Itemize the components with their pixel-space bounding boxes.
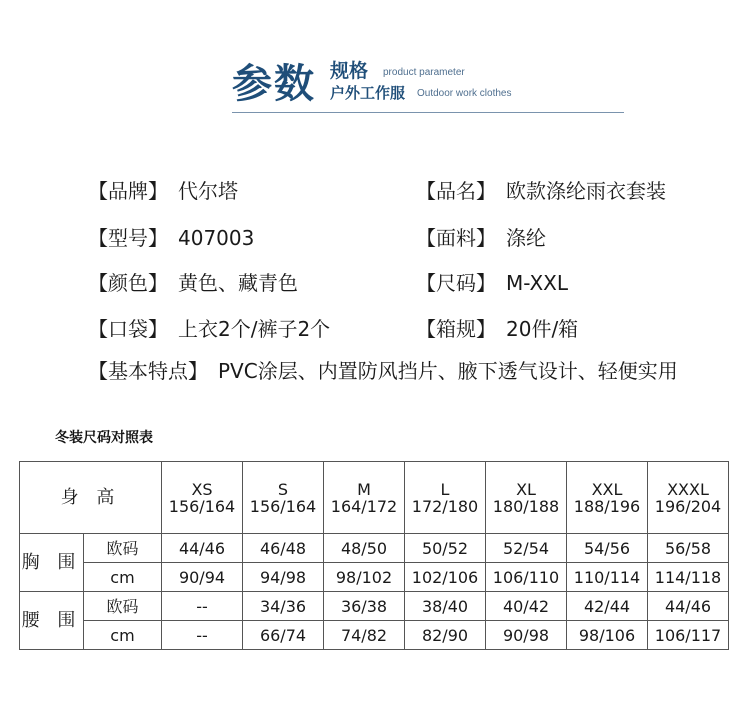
table-cell: 106/110 (486, 563, 567, 592)
height-range: 156/164 (249, 496, 317, 516)
height-range: 164/172 (330, 496, 398, 516)
table-cell: 56/58 (648, 534, 729, 563)
spec-value: PVC涂层、内置防风挡片、腋下透气设计、轻便实用 (218, 359, 678, 383)
size-label: XXXL (667, 479, 709, 499)
spec-carton (416, 313, 578, 342)
spec-brand (88, 175, 238, 204)
spec-label: 【箱规】 (416, 317, 496, 341)
header-category: 户外工作服 (330, 84, 406, 102)
size-header-row (20, 462, 729, 534)
size-header-cell (405, 462, 486, 534)
spec-value: 欧款涤纶雨衣套装 (506, 179, 666, 203)
spec-value: 上衣2个/裤子2个 (178, 317, 331, 341)
table-cell: 46/48 (243, 534, 324, 563)
table-row (20, 592, 729, 621)
spec-pockets (88, 313, 330, 342)
table-cell: 114/118 (648, 563, 729, 592)
unit-label: cm (84, 621, 162, 650)
table-cell: 106/117 (648, 621, 729, 650)
spec-fabric (416, 222, 546, 251)
size-label: XL (516, 479, 536, 499)
table-cell: 82/90 (405, 621, 486, 650)
spec-model (88, 222, 254, 251)
chest-group-label: 胸 围 (20, 534, 84, 592)
unit-label: 欧码 (84, 534, 162, 563)
table-cell: 90/98 (486, 621, 567, 650)
table-cell: -- (162, 592, 243, 621)
spec-label: 【型号】 (88, 226, 168, 250)
table-cell: 44/46 (162, 534, 243, 563)
table-cell: 90/94 (162, 563, 243, 592)
size-header-cell (324, 462, 405, 534)
table-cell: 52/54 (486, 534, 567, 563)
table-cell: 74/82 (324, 621, 405, 650)
height-range: 172/180 (411, 496, 479, 516)
table-cell: 110/114 (567, 563, 648, 592)
table-row (20, 534, 729, 563)
spec-label: 【基本特点】 (88, 359, 208, 383)
spec-label: 【颜色】 (88, 271, 168, 295)
size-label: S (277, 479, 289, 499)
spec-value: 黄色、藏青色 (178, 271, 298, 295)
size-chart-title: 冬装尺码对照表 (55, 430, 153, 446)
size-chart-table (19, 461, 729, 650)
unit-label: cm (84, 563, 162, 592)
size-header-cell (243, 462, 324, 534)
spec-label: 【品名】 (416, 179, 496, 203)
size-label: M (357, 479, 371, 499)
waist-group-label: 腰 围 (20, 592, 84, 650)
table-cell: 40/42 (486, 592, 567, 621)
table-row (20, 621, 729, 650)
header-title: 参数 (232, 61, 316, 107)
size-header-cell (486, 462, 567, 534)
table-cell: -- (162, 621, 243, 650)
table-cell: 50/52 (405, 534, 486, 563)
height-header: 身 高 (20, 462, 162, 534)
table-cell: 66/74 (243, 621, 324, 650)
size-label: L (440, 479, 450, 499)
spec-color (88, 267, 298, 296)
table-cell: 98/102 (324, 563, 405, 592)
header-divider (232, 112, 624, 113)
height-range: 196/204 (654, 496, 722, 516)
unit-label: 欧码 (84, 592, 162, 621)
spec-size-range (416, 267, 568, 296)
height-range: 188/196 (573, 496, 641, 516)
size-header-cell (567, 462, 648, 534)
header-subtitle: 规格 (330, 60, 369, 82)
size-header-cell (648, 462, 729, 534)
size-label: XXL (591, 479, 623, 499)
table-cell: 48/50 (324, 534, 405, 563)
spec-value: 涤纶 (506, 226, 546, 250)
spec-value: 20件/箱 (506, 317, 579, 341)
table-cell: 94/98 (243, 563, 324, 592)
spec-label: 【面料】 (416, 226, 496, 250)
table-cell: 42/44 (567, 592, 648, 621)
size-header-cell (162, 462, 243, 534)
table-row (20, 563, 729, 592)
spec-product-name (416, 175, 666, 204)
spec-value: 407003 (178, 226, 255, 250)
header-subtitle-en: product parameter (383, 67, 465, 78)
spec-label: 【尺码】 (416, 271, 496, 295)
table-cell: 102/106 (405, 563, 486, 592)
header-category-en: Outdoor work clothes (417, 88, 512, 99)
table-cell: 38/40 (405, 592, 486, 621)
table-cell: 54/56 (567, 534, 648, 563)
page-header (0, 0, 750, 120)
spec-label: 【品牌】 (88, 179, 168, 203)
height-range: 180/188 (492, 496, 560, 516)
spec-features (88, 355, 678, 384)
spec-label: 【口袋】 (88, 317, 168, 341)
table-cell: 34/36 (243, 592, 324, 621)
spec-value: 代尔塔 (178, 179, 238, 203)
table-cell: 44/46 (648, 592, 729, 621)
table-cell: 98/106 (567, 621, 648, 650)
size-label: XS (191, 479, 213, 499)
table-cell: 36/38 (324, 592, 405, 621)
height-range: 156/164 (168, 496, 236, 516)
spec-value: M-XXL (506, 271, 569, 295)
